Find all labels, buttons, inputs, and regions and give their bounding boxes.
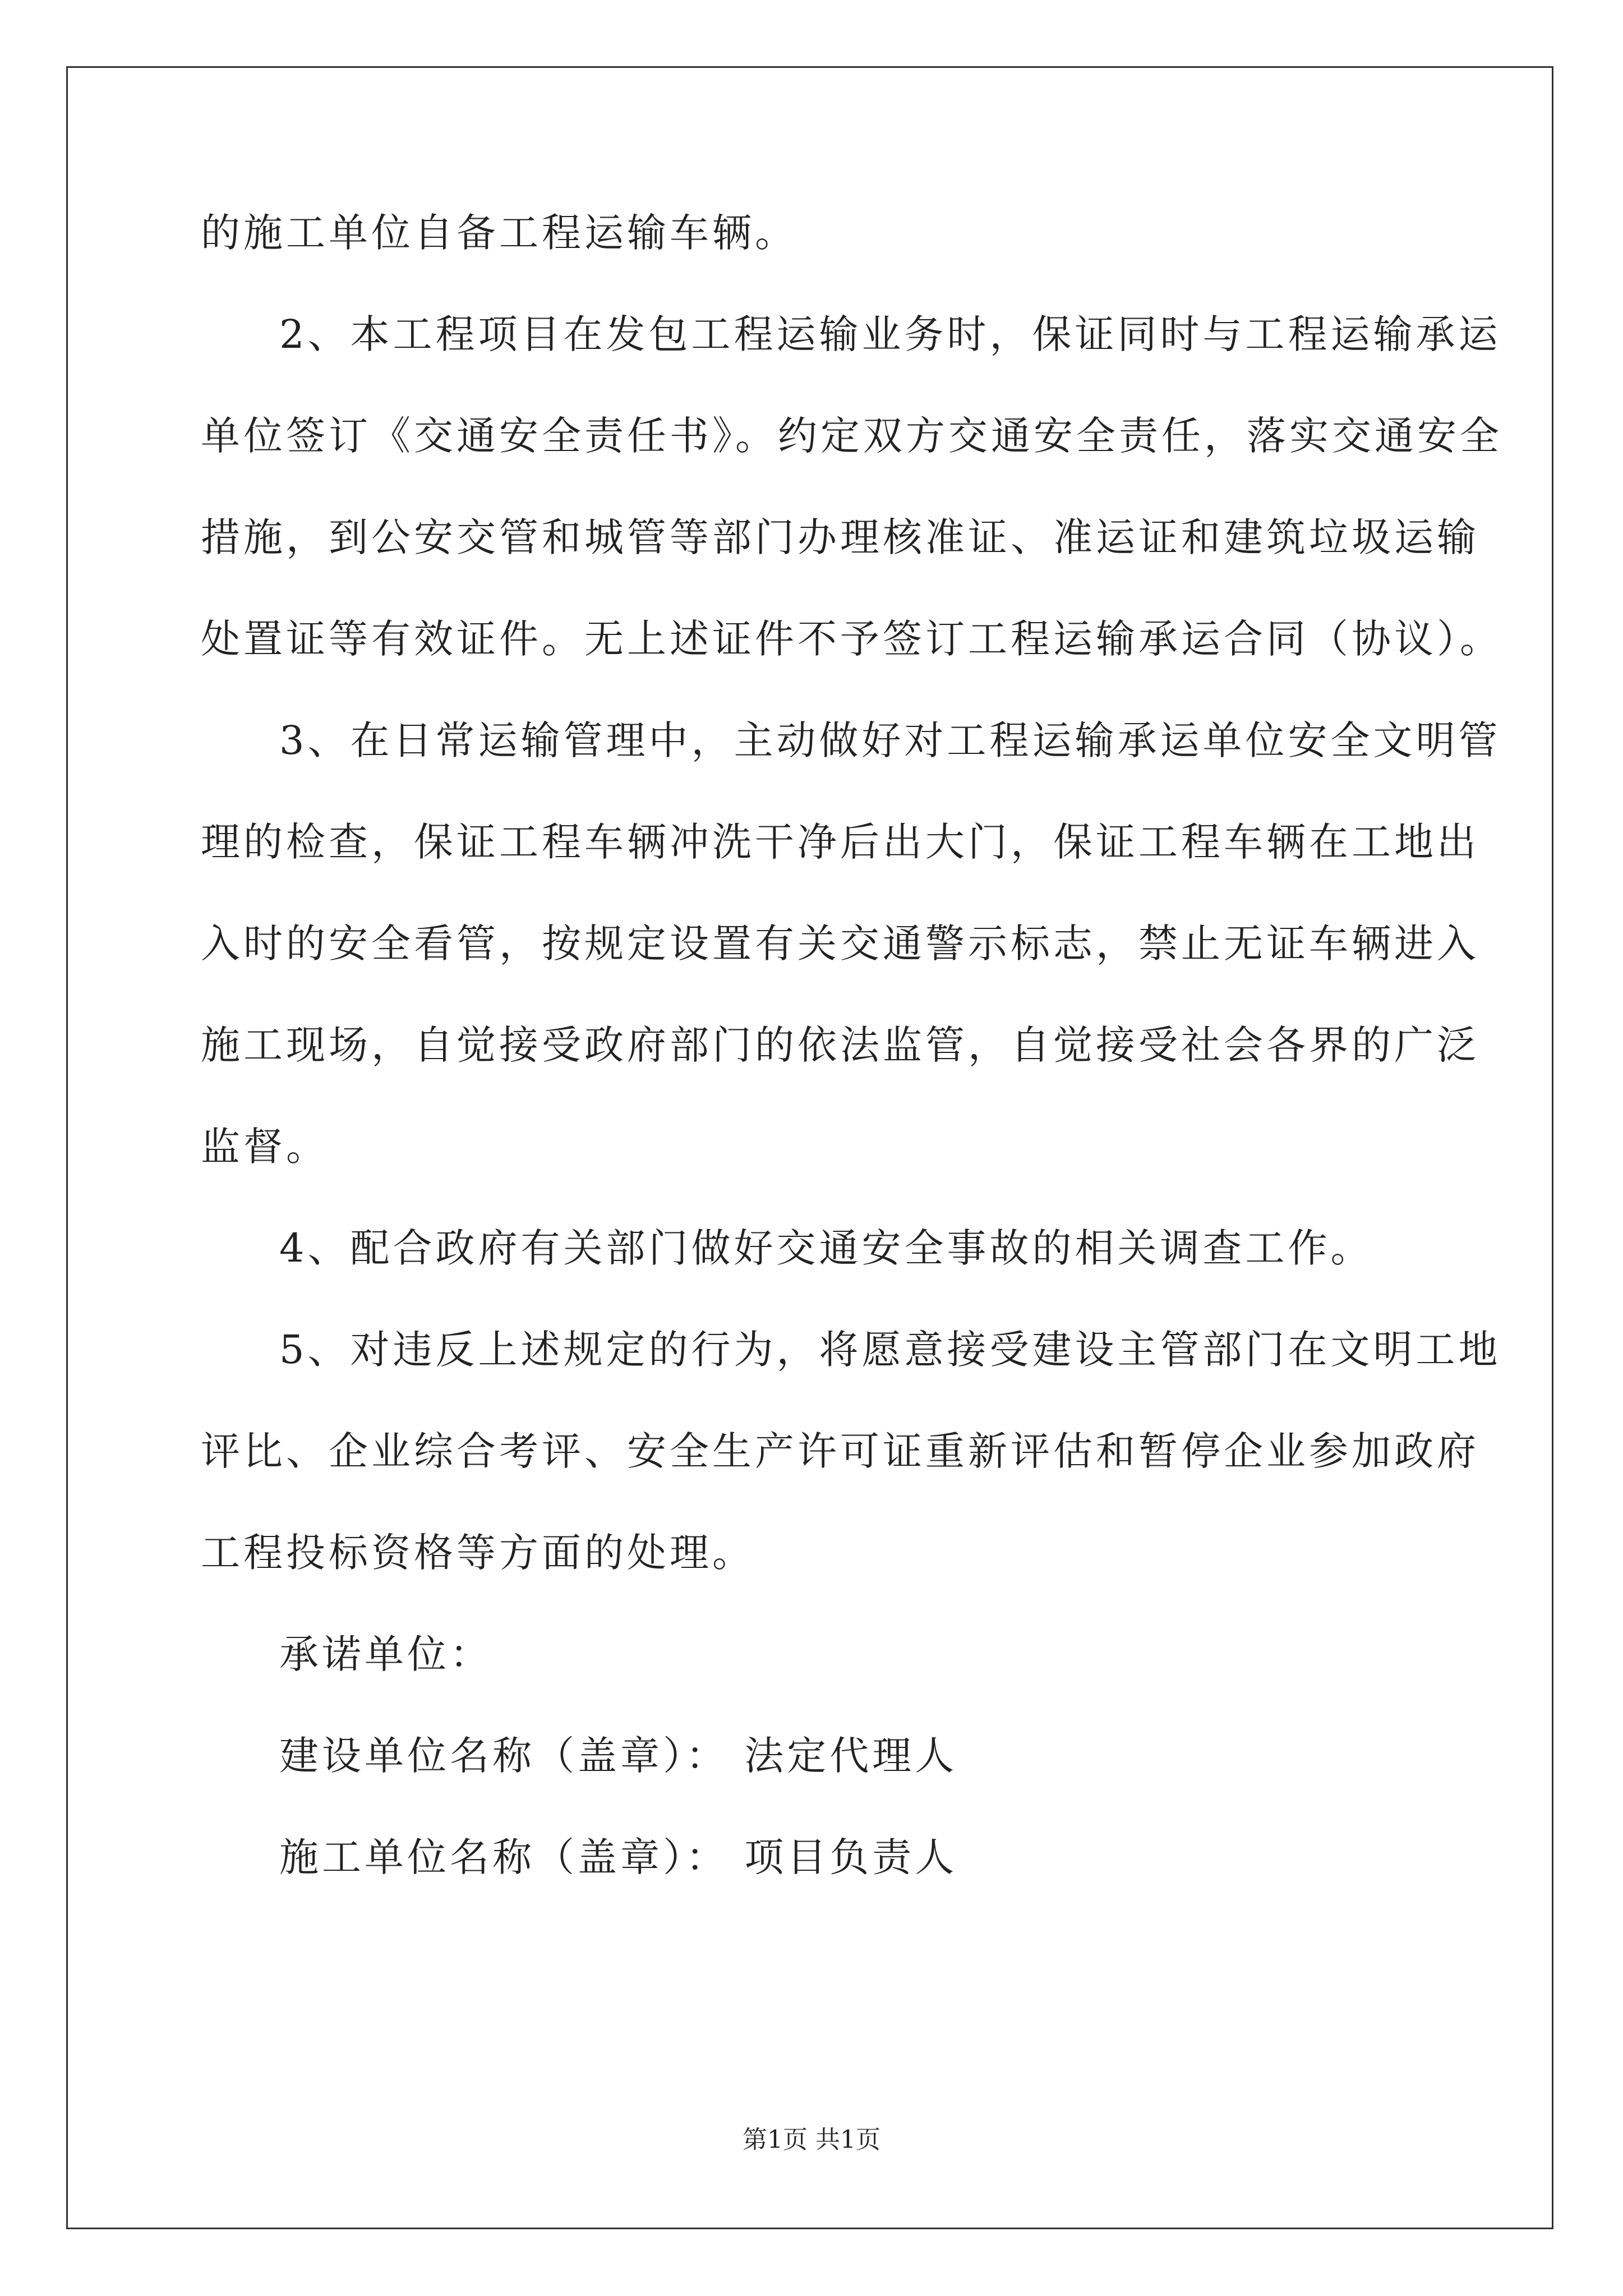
text-line: 建设单位名称（盖章）： 法定代理人 <box>279 1733 958 1779</box>
text-line: 的施工单位自备工程运输车辆。 <box>201 210 797 256</box>
page-footer: 第1页 共1页 <box>743 2125 880 2154</box>
text-line: 施工单位名称（盖章）： 项目负责人 <box>279 1834 958 1880</box>
text-line: 2、本工程项目在发包工程运输业务时，保证同时与工程运输承运 <box>279 311 1501 357</box>
text-line: 评比、企业综合考评、安全生产许可证重新评估和暂停企业参加政府 <box>201 1428 1479 1474</box>
text-line: 单位签订《交通安全责任书》。约定双方交通安全责任，落实交通安全 <box>201 413 1502 459</box>
text-line: 工程投标资格等方面的处理。 <box>201 1530 755 1576</box>
text-line: 5、对违反上述规定的行为，将愿意接受建设主管部门在文明工地 <box>279 1327 1501 1373</box>
text-line: 措施，到公安交管和城管等部门办理核准证、准运证和建筑垃圾运输 <box>201 514 1479 560</box>
text-line: 4、配合政府有关部门做好交通安全事故的相关调查工作。 <box>279 1225 1373 1271</box>
text-line: 理的检查，保证工程车辆冲洗干净后出大门，保证工程车辆在工地出 <box>201 819 1479 865</box>
text-line: 3、在日常运输管理中，主动做好对工程运输承运单位安全文明管 <box>279 717 1501 763</box>
text-line: 施工现场，自觉接受政府部门的依法监管，自觉接受社会各界的广泛 <box>201 1022 1479 1068</box>
text-line: 处置证等有效证件。无上述证件不予签订工程运输承运合同（协议）。 <box>201 616 1502 662</box>
text-line: 承诺单位： <box>279 1631 492 1677</box>
text-line: 入时的安全看管，按规定设置有关交通警示标志，禁止无证车辆进入 <box>201 921 1479 967</box>
text-line: 监督。 <box>201 1124 329 1170</box>
